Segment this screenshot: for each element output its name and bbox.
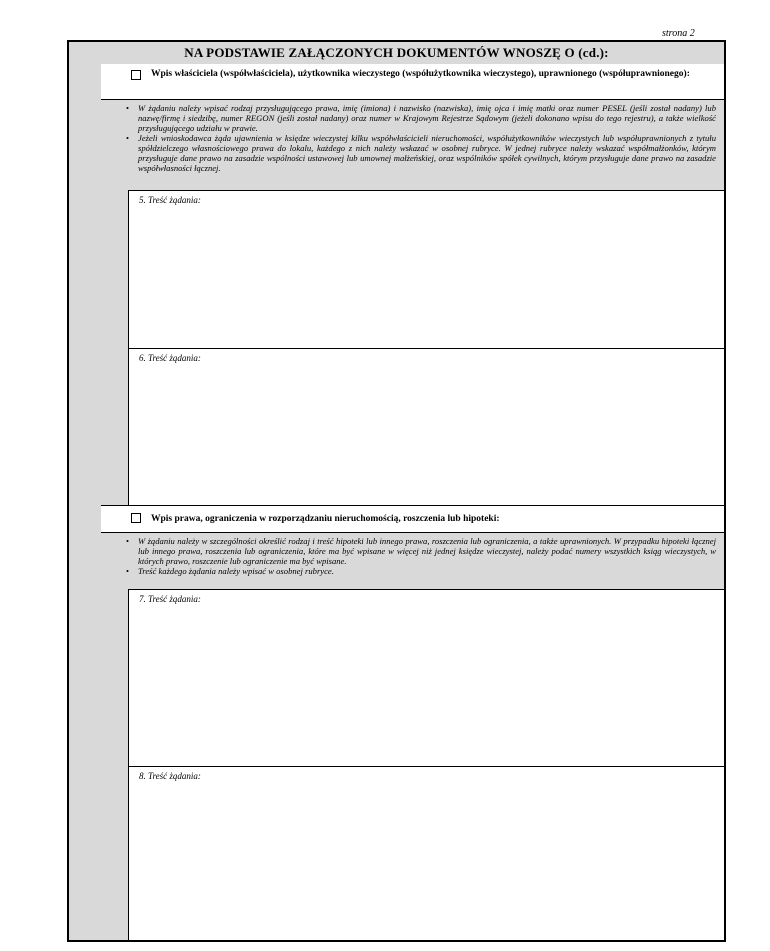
section-right-entry [101,505,724,533]
left-margin-column [69,64,102,940]
request-field-6[interactable] [128,348,724,505]
request-field-8[interactable] [128,766,724,940]
form-frame [67,40,726,942]
instruction-item: • Treść każdego żądania należy wpisać w osobnej rubryce. [128,566,716,576]
instruction-item: • Jeżeli wnioskodawca żąda ujawnienia w księdze wieczystej kilku współwłaścicieli nieruchomości, współużytkowników wieczystych lub współuprawnionych z tytułu spółdzielczego własnościowego prawa do lokalu, każdego z nich należy wskazać w osobnej rubryce. W jednej rubryce należy wskazać współmałżonków, którym przysługuje dane prawo na zasadzie wspólności ustawowej lub umownej małżeńskiej, oraz wspólników spółek cywilnych, którym przysługuje dane prawo na zasadzie współwłasności łącznej. [128,133,716,173]
page-title: NA PODSTAWIE ZAŁĄCZONYCH DOKUMENTÓW WNOSZĘ O (cd.): [69,42,724,66]
request-field-label: 5. Treść żądania: [139,195,201,205]
left-index-column [101,64,129,940]
request-field-label: 6. Treść żądania: [139,353,201,363]
section-owner-entry [101,64,724,100]
request-field-7[interactable] [128,589,724,766]
instruction-item: • W żądaniu należy w szczególności określić rodzaj i treść hipoteki lub innego prawa, roszczenia lub ograniczenia, a także uprawnionych. W przypadku hipoteki łącznej lub innego prawa, roszczenia lub ograniczenia, które ma być wpisane w więcej niż jednej księdze wieczystej, należy podać numery wszystkich ksiąg wieczystych, w których prawo, roszczenie lub ograniczenie ma być wpisane. [128,536,716,566]
instruction-item: • W żądaniu należy wpisać rodzaj przysługującego prawa, imię (imiona) i nazwisko (nazwiska), imię ojca i imię matki oraz numer PESEL (jeśli został nadany) lub nazwę/firmę i siedzibę, numer REGON (jeśli został nadany) oraz numer w Krajowym Rejestrze Sądowym (jeżeli dokonano wpisu do tego rejestru), a także wielkość przysługującego udziału w prawie. [128,103,716,133]
right-entry-checkbox[interactable] [131,513,141,523]
right-entry-title: Wpis prawa, ograniczenia w rozporządzaniu nieruchomością, roszczenia lub hipoteki: [151,514,500,524]
right-entry-instructions [101,533,724,589]
owner-entry-checkbox[interactable] [131,70,141,80]
owner-entry-title: Wpis właściciela (współwłaściciela), użytkownika wieczystego (współużytkownika wieczystego), uprawnionego (współuprawnionego): [151,69,690,79]
owner-entry-instructions [101,100,724,190]
request-field-5[interactable] [128,190,724,348]
request-field-label: 8. Treść żądania: [139,771,201,781]
page-number: strona 2 [662,28,695,39]
request-field-label: 7. Treść żądania: [139,594,201,604]
